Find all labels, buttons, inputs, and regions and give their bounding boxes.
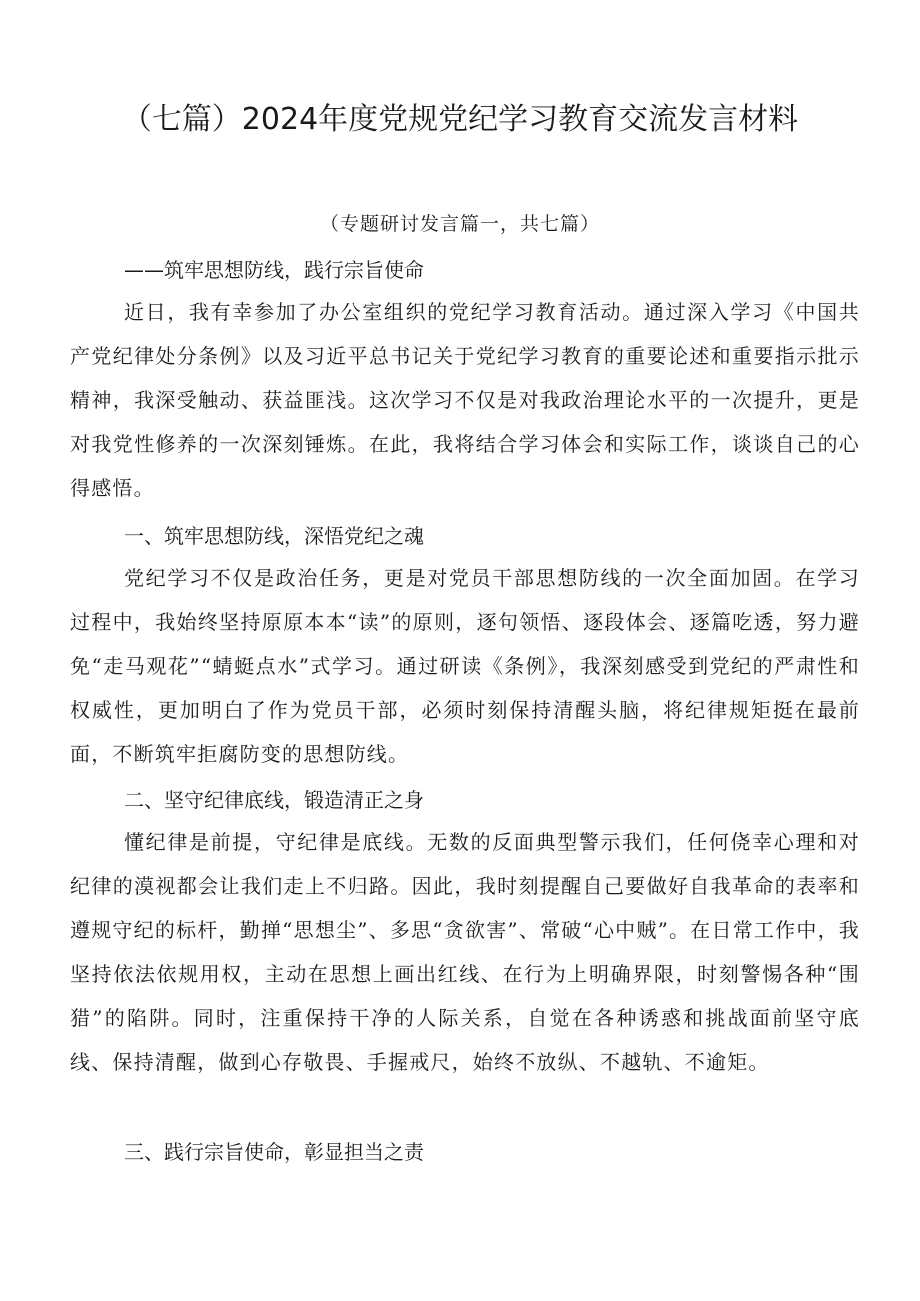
section-body-1: 党纪学习不仅是政治任务，更是对党员干部思想防线的一次全面加固。在学习过程中，我始终坚持原原本本“读”的原则，逐句领悟、逐段体会、逐篇吃透，努力避免“走马观花”“蜻蜓点水”式学习。通过研读《条例》，我深刻感受到党纪的严肃性和权威性，更加明白了作为党员干部，必须时刻保持清醒头脑，将纪律规矩挺在最前面，不断筑牢拒腐防变的思想防线。 — [70, 566, 860, 766]
document-subtitle: （专题研讨发言篇一，共七篇） — [319, 213, 600, 235]
section-body-2: 懂纪律是前提，守纪律是底线。无数的反面典型警示我们，任何侥幸心理和对纪律的漠视都会让我们走上不归路。因此，我时刻提醒自己要做好自我革命的表率和遵规守纪的标杆，勤掸“思想尘”、多思“贪欲害”、常破“心中贼”。在日常工作中，我坚持依法依规用权，主动在思想上画出红线、在行为上明确界限，时刻警惕各种“围猎”的陷阱。同时，注重保持干净的人际关系，自觉在各种诱惑和挑战面前坚守底线、保持清醒，做到心存敬畏、手握戒尺，始终不放纵、不越轨、不逾矩。 — [70, 830, 860, 1074]
section-heading-1: 一、筑牢思想防线，深悟党纪之魂 — [124, 524, 424, 548]
document-title: （七篇）2024年度党规党纪学习教育交流发言材料 — [121, 102, 799, 137]
intro-paragraph: 近日，我有幸参加了办公室组织的党纪学习教育活动。通过深入学习《中国共产党纪律处分条例》以及习近平总书记关于党纪学习教育的重要论述和重要指示批示精神，我深受触动、获益匪浅。这次学习不仅是对我政治理论水平的一次提升，更是对我党性修养的一次深刻锤炼。在此，我将结合学习体会和实际工作，谈谈自己的心得感悟。 — [70, 300, 860, 500]
theme-heading: ——筑牢思想防线，践行宗旨使命 — [124, 258, 424, 282]
section-heading-2: 二、坚守纪律底线，锻造清正之身 — [124, 788, 424, 812]
section-heading-3: 三、践行宗旨使命，彰显担当之责 — [124, 1140, 424, 1164]
